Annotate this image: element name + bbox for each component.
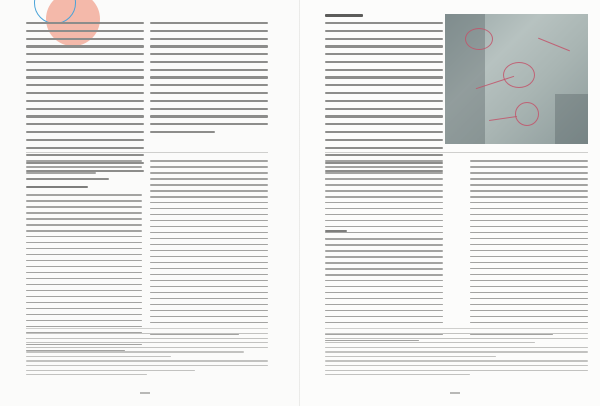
left-page-number	[140, 392, 150, 394]
left-section-divider	[26, 152, 268, 153]
left-footnote-rule	[26, 328, 268, 329]
right-footnote-rule	[325, 328, 588, 329]
left-eng-column-2	[150, 160, 268, 340]
right-eng-column-2	[470, 160, 588, 340]
right-section-divider	[325, 152, 588, 153]
right-eng-column-1-body	[325, 238, 443, 346]
left-eng-column-1	[26, 160, 142, 178]
whiteboard-photo	[445, 14, 588, 144]
right-eng-heading	[325, 230, 347, 232]
right-cjk-heading	[325, 14, 363, 17]
left-cjk-column-2	[150, 22, 268, 139]
left-eng-heading	[26, 186, 88, 188]
right-footnotes	[325, 333, 588, 379]
left-footnotes	[26, 333, 268, 379]
right-page-number	[450, 392, 460, 394]
right-eng-column-1	[325, 160, 443, 250]
right-page	[300, 0, 600, 406]
left-eng-column-1-body	[26, 194, 142, 356]
